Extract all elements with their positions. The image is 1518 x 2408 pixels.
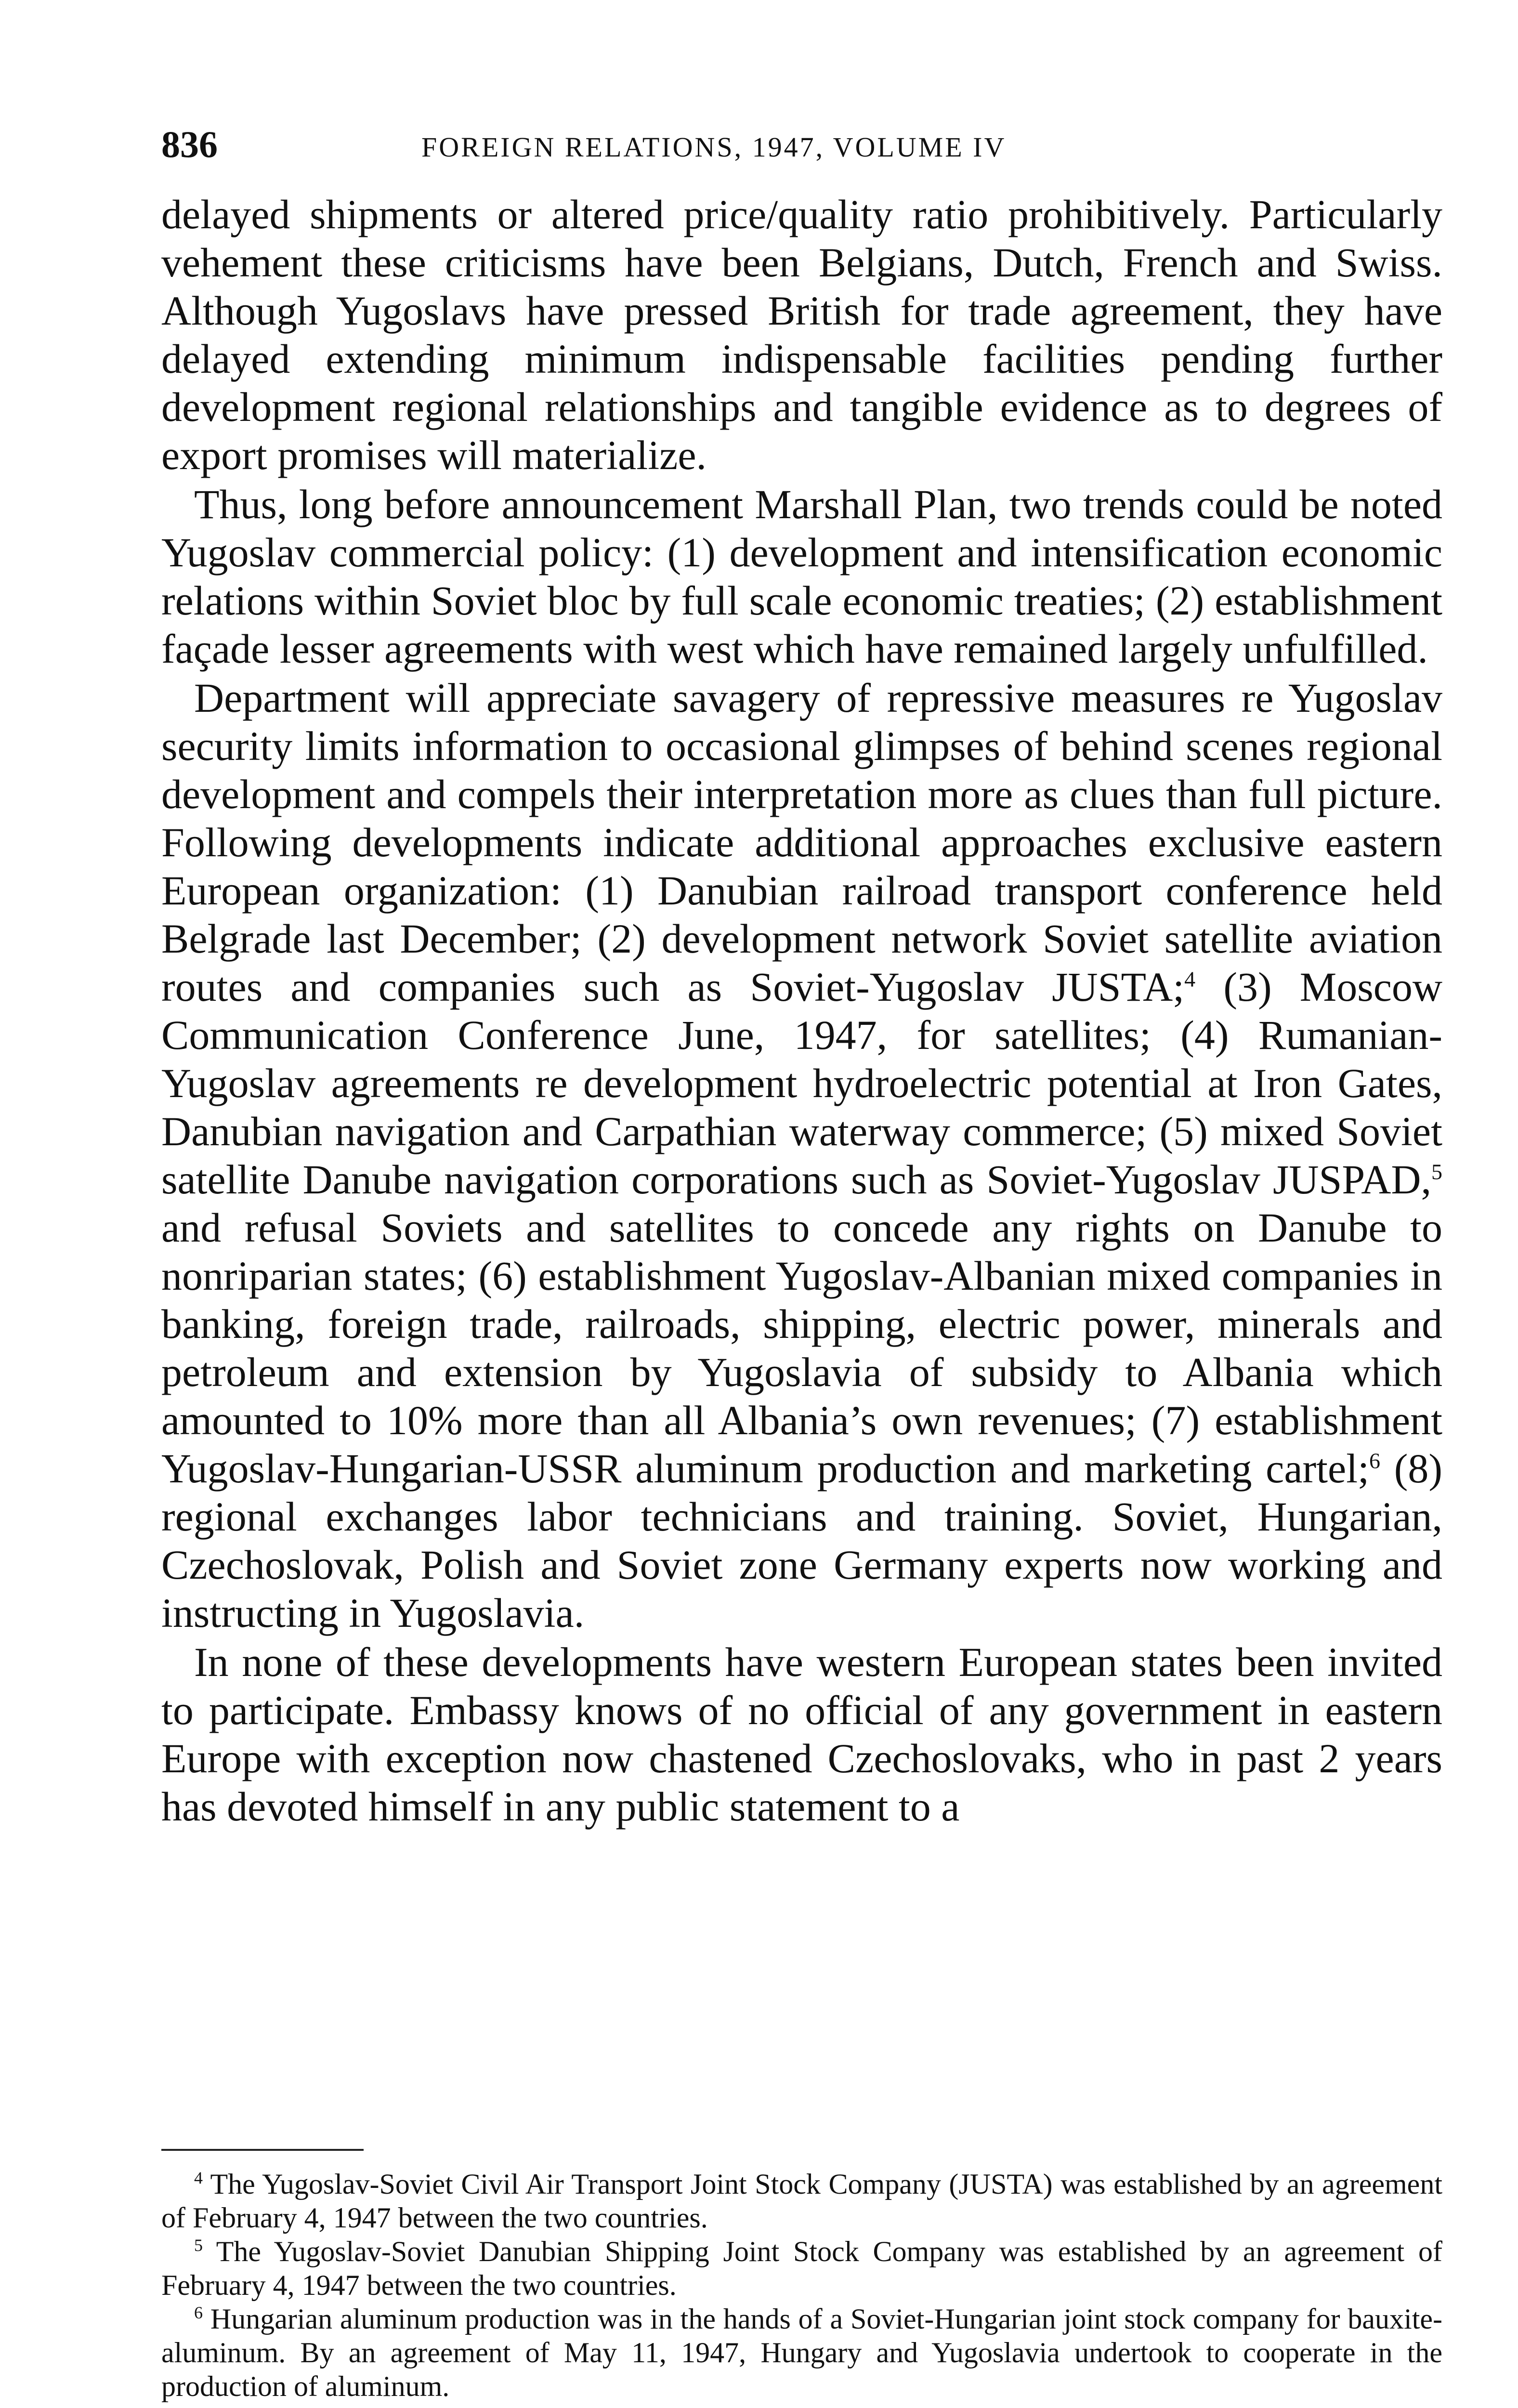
footnote-ref-5: 5 bbox=[1431, 1159, 1442, 1184]
footnote-marker: 5 bbox=[194, 2236, 203, 2255]
paragraph-text: and refusal Soviets and satellites to concede any rights on Danube to nonriparian states; (6) establishment Yugoslav-Albanian mixed companies in banking, foreign trade, railroads, shipping, electric power, minerals and petroleum and extension by Yugoslavia of subsidy to Albania which amounted to 10% more than all Albania’s own revenues; (7) establishment Yugoslav-Hungarian-USSR aluminum production and marketing cartel; bbox=[161, 1204, 1442, 1492]
footnote-ref-4: 4 bbox=[1184, 967, 1196, 992]
footnote-marker: 4 bbox=[194, 2168, 203, 2187]
paragraph-text: delayed shipments or altered price/quality ratio prohibitively. Particularly vehement these criticisms have been Belgians, Dutch, French and Swiss. Although Yugoslavs have pressed British for trade agreement, they have delayed extending minimum indispensable facilities pending further development regional relationships and tangible evidence as to degrees of export promises will materialize. bbox=[161, 191, 1442, 478]
page-number: 836 bbox=[161, 123, 218, 165]
running-title: FOREIGN RELATIONS, 1947, VOLUME IV bbox=[421, 131, 1007, 163]
footnote-6 bbox=[161, 2302, 1442, 2403]
footnote-text: Hungarian aluminum production was in the hands of a Soviet-Hungarian joint stock company for bauxite-aluminum. By an agreement of May 11, 1947, Hungary and Yugoslavia undertook to cooperate in the production of aluminum. bbox=[161, 2303, 1443, 2402]
paragraph-text: (8) regional exchanges labor technicians and training. Soviet, Hungarian, Czechoslovak, Polish and Soviet zone Germany experts now working and instructing in Yugoslavia. bbox=[161, 1445, 1442, 1636]
paragraph-marshall-plan-trends bbox=[161, 480, 1442, 673]
footnote-ref-6: 6 bbox=[1369, 1448, 1381, 1473]
footnote-divider bbox=[161, 2149, 364, 2151]
paragraph-text: In none of these developments have western European states been invited to participate. Embassy knows of no official of any government in eastern Europe with exception now chastened Czechoslovaks, who in past 2 years has devoted himself in any public statement to a bbox=[161, 1639, 1442, 1830]
footnotes bbox=[161, 2167, 1442, 2403]
paragraph-text: Department will appreciate savagery of repressive measures re Yugoslav security limits information to occasional glimpses of behind scenes regional development and compels their interpretation more as clues than full picture. Following developments indicate additional approaches exclusive eastern European organization: (1) Danubian railroad transport conference held Belgrade last December; (2) development network Soviet satellite aviation routes and companies such as Soviet-Yugoslav JUSTA; bbox=[161, 675, 1442, 1010]
footnote-4 bbox=[161, 2167, 1442, 2235]
footnote-text: The Yugoslav-Soviet Civil Air Transport Joint Stock Company (JUSTA) was established by an agreement of February 4, 1947 between the two countries. bbox=[161, 2168, 1442, 2234]
footnote-5 bbox=[161, 2235, 1442, 2302]
footnote-marker: 6 bbox=[194, 2303, 203, 2322]
paragraph-text: (3) Moscow Communication Conference June, 1947, for satellites; (4) Rumanian-Yugoslav agreements re development hydroelectric potential at Iron Gates, Danubian navigation and Carpathian waterway commerce; (5) mixed Soviet satellite Danube navigation corporations such as Soviet-Yugoslav JUSPAD, bbox=[161, 964, 1442, 1203]
body-text bbox=[161, 190, 1442, 1831]
paragraph-western-states bbox=[161, 1638, 1442, 1831]
paragraph-regional-developments bbox=[161, 674, 1442, 1637]
running-head bbox=[161, 120, 1442, 173]
footnote-text: The Yugoslav-Soviet Danubian Shipping Joint Stock Company was established by an agreement of February 4, 1947 between the two countries. bbox=[161, 2236, 1442, 2301]
paragraph-text: Thus, long before announcement Marshall Plan, two trends could be noted Yugoslav commercial policy: (1) development and intensification economic relations within Soviet bloc by full scale economic treaties; (2) establishment façade lesser agreements with west which have remained largely unfulfilled. bbox=[161, 481, 1442, 672]
paragraph-continued bbox=[161, 190, 1442, 479]
